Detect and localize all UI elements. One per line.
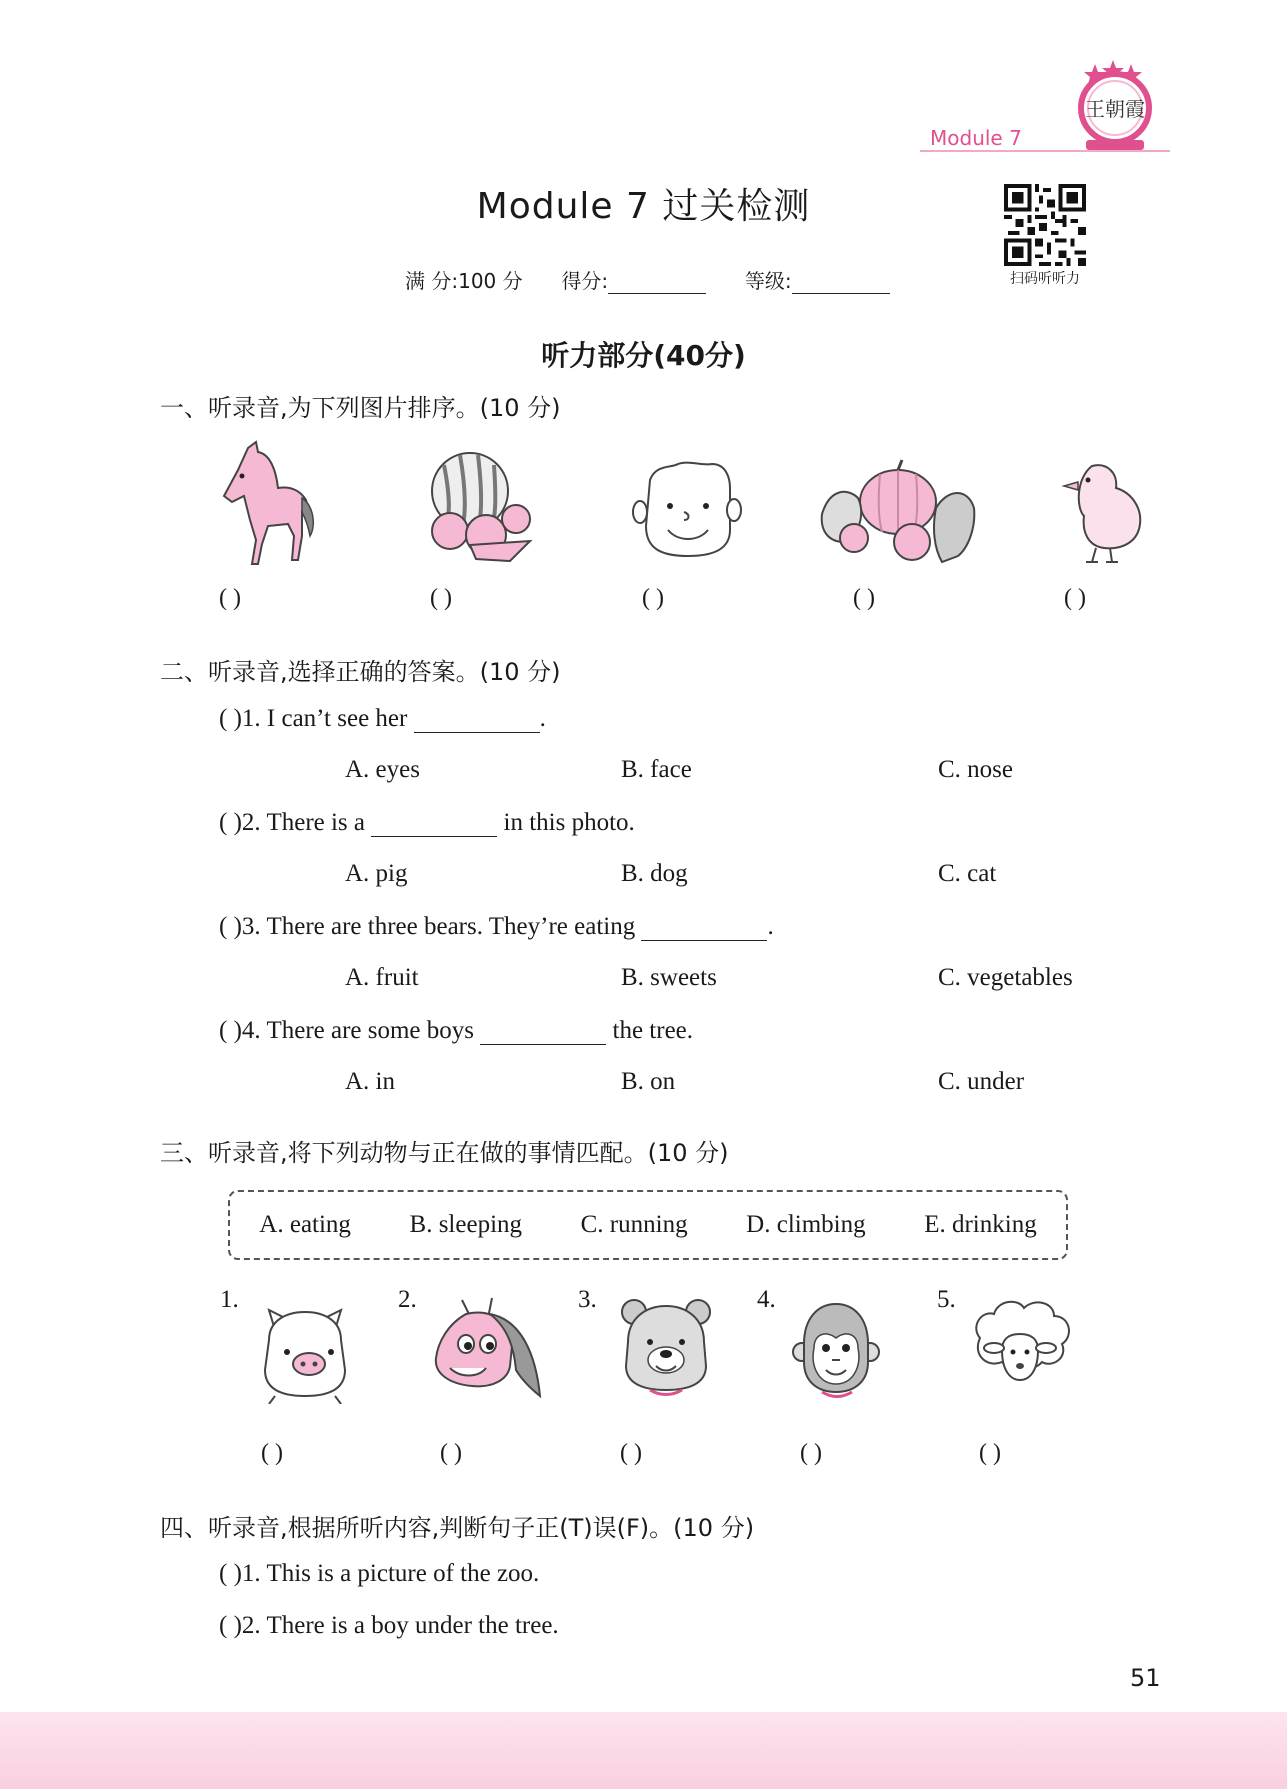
pig-icon	[255, 1300, 355, 1404]
q1-option-c[interactable]: C. nose	[938, 756, 1013, 783]
question-3-blank[interactable]	[641, 912, 767, 941]
judge-item-2[interactable]: ( )2. There is a boy under the tree.	[219, 1612, 559, 1639]
q4-option-a[interactable]: A. in	[345, 1068, 395, 1095]
full-score-label: 满 分:100 分	[405, 269, 523, 293]
q4-option-c[interactable]: C. under	[938, 1068, 1025, 1095]
choice-climbing: D. climbing	[746, 1211, 866, 1238]
animal-num-4: 4.	[757, 1286, 776, 1313]
logo-text: 王朝霞	[1085, 97, 1145, 121]
animal-num-2: 2.	[398, 1286, 417, 1313]
module-tag: Module 7	[930, 126, 1022, 150]
grade-label: 等级:	[744, 269, 792, 293]
brand-logo-icon	[1072, 58, 1158, 154]
score-label: 得分:	[561, 269, 609, 293]
section2-title: 二、听录音,选择正确的答案。(10 分)	[160, 658, 561, 686]
section3-paren-1[interactable]: ( )	[261, 1440, 283, 1466]
question-2: ( )2. There is a in this photo.	[219, 809, 635, 836]
listening-heading: 听力部分(40分)	[541, 339, 746, 372]
horse-icon	[218, 440, 318, 570]
page-title: Module 7 过关检测	[476, 186, 811, 227]
grade-blank[interactable]	[792, 269, 890, 294]
vegetables-icon	[818, 458, 978, 566]
q2-option-a[interactable]: A. pig	[345, 860, 408, 887]
q3-option-c[interactable]: C. vegetables	[938, 964, 1073, 991]
judge-item-1[interactable]: ( )1. This is a picture of the zoo.	[219, 1560, 540, 1587]
q3-option-b[interactable]: B. sweets	[621, 964, 717, 991]
qr-code-icon[interactable]	[1004, 184, 1086, 266]
section1-paren-5[interactable]: ( )	[1064, 585, 1086, 611]
choice-eating: A. eating	[259, 1211, 351, 1238]
footer-band	[0, 1712, 1287, 1789]
q1-option-a[interactable]: A. eyes	[345, 756, 420, 783]
score-blank[interactable]	[608, 269, 706, 294]
page-number: 51	[1130, 1664, 1161, 1692]
q4-option-b[interactable]: B. on	[621, 1068, 676, 1095]
section3-paren-2[interactable]: ( )	[440, 1440, 462, 1466]
section3-paren-4[interactable]: ( )	[800, 1440, 822, 1466]
section3-paren-5[interactable]: ( )	[979, 1440, 1001, 1466]
section1-paren-4[interactable]: ( )	[853, 585, 875, 611]
question-2-blank[interactable]	[371, 808, 497, 837]
horse-head-icon	[432, 1296, 544, 1404]
animal-num-1: 1.	[220, 1286, 239, 1313]
section3-title: 三、听录音,将下列动物与正在做的事情匹配。(10 分)	[160, 1139, 729, 1167]
question-4: ( )4. There are some boys the tree.	[219, 1017, 694, 1044]
section1-paren-2[interactable]: ( )	[430, 585, 452, 611]
sheep-icon	[970, 1296, 1072, 1392]
section1-title: 一、听录音,为下列图片排序。(10 分)	[160, 394, 561, 422]
section4-title: 四、听录音,根据所听内容,判断句子正(T)误(F)。(10 分)	[160, 1514, 755, 1542]
activity-options-box	[228, 1190, 1068, 1260]
animal-num-5: 5.	[937, 1286, 956, 1313]
q2-option-c[interactable]: C. cat	[938, 860, 997, 887]
score-line	[405, 265, 890, 294]
animal-num-3: 3.	[578, 1286, 597, 1313]
bear-icon	[620, 1296, 712, 1396]
choice-running: C. running	[580, 1211, 688, 1238]
q3-option-a[interactable]: A. fruit	[345, 964, 419, 991]
section1-paren-3[interactable]: ( )	[642, 585, 664, 611]
section3-paren-3[interactable]: ( )	[620, 1440, 642, 1466]
monkey-icon	[792, 1298, 880, 1398]
choice-drinking: E. drinking	[924, 1211, 1037, 1238]
q1-option-b[interactable]: B. face	[621, 756, 692, 783]
question-1: ( )1. I can’t see her .	[219, 705, 546, 732]
qr-caption: 扫码听听力	[1010, 271, 1080, 287]
choice-sleeping: B. sleeping	[409, 1211, 523, 1238]
chick-icon	[1060, 458, 1144, 564]
question-3: ( )3. There are three bears. They’re eating .	[219, 913, 774, 940]
question-4-blank[interactable]	[480, 1016, 606, 1045]
question-1-blank[interactable]	[414, 704, 540, 733]
face-icon	[632, 460, 742, 560]
fruit-icon	[420, 445, 540, 565]
section1-paren-1[interactable]: ( )	[219, 585, 241, 611]
q2-option-b[interactable]: B. dog	[621, 860, 688, 887]
